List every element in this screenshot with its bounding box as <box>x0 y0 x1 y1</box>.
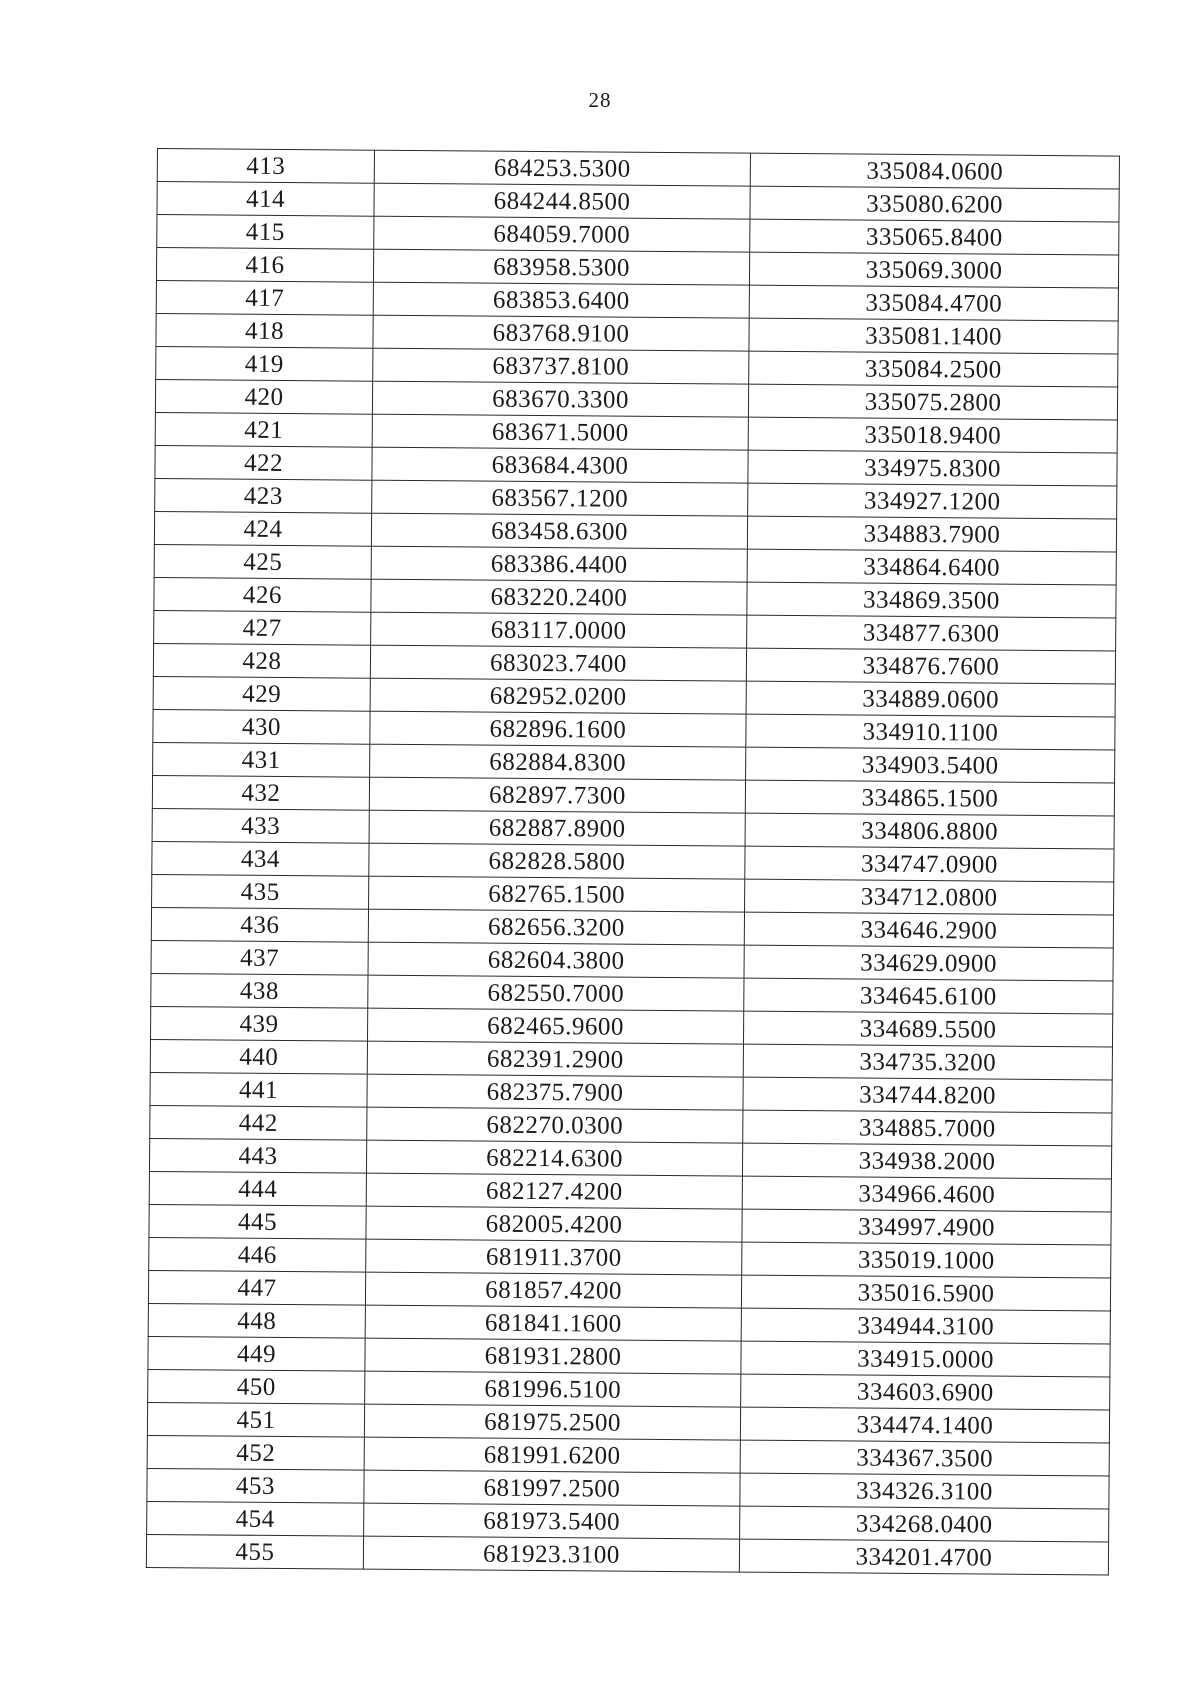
coordinates-table <box>146 148 1120 1576</box>
coordinate-y-cell: 334997.4900 <box>742 1209 1111 1245</box>
coordinate-x-cell: 682465.9600 <box>367 1008 743 1044</box>
coordinate-y-cell: 334975.8300 <box>748 450 1117 486</box>
coordinate-x-cell: 682765.1500 <box>369 876 745 912</box>
point-number-cell: 417 <box>156 280 373 315</box>
point-number-cell: 450 <box>148 1369 365 1404</box>
point-number-cell: 437 <box>151 940 368 975</box>
point-number-cell: 430 <box>153 709 370 744</box>
point-number-cell: 440 <box>150 1039 367 1074</box>
point-number-cell: 432 <box>152 775 369 810</box>
point-number-cell: 453 <box>147 1468 364 1503</box>
coordinate-y-cell: 334629.0900 <box>744 945 1113 981</box>
coordinate-x-cell: 681996.5100 <box>365 1371 741 1407</box>
coordinate-y-cell: 335018.9400 <box>748 417 1117 453</box>
coordinate-y-cell: 335084.0600 <box>750 153 1119 189</box>
coordinate-y-cell: 335084.4700 <box>749 285 1118 321</box>
coordinate-x-cell: 682127.4200 <box>366 1173 742 1209</box>
coordinate-x-cell: 681973.5400 <box>364 1503 740 1539</box>
coordinate-y-cell: 335069.3000 <box>749 252 1118 288</box>
coordinate-x-cell: 681931.2800 <box>365 1338 741 1374</box>
point-number-cell: 435 <box>152 874 369 909</box>
coordinate-y-cell: 334646.2900 <box>744 912 1113 948</box>
coordinate-y-cell: 334938.2000 <box>742 1143 1111 1179</box>
coordinate-y-cell: 334877.6300 <box>747 615 1116 651</box>
table-row <box>146 1534 1108 1575</box>
point-number-cell: 442 <box>150 1105 367 1140</box>
point-number-cell: 439 <box>150 1006 367 1041</box>
coordinate-y-cell: 334367.3500 <box>740 1440 1109 1476</box>
point-number-cell: 416 <box>156 248 373 283</box>
coordinate-x-cell: 682884.8300 <box>370 744 746 780</box>
coordinate-y-cell: 334712.0800 <box>745 879 1114 915</box>
coordinate-x-cell: 681991.6200 <box>364 1437 740 1473</box>
point-number-cell: 424 <box>154 511 371 546</box>
coordinate-x-cell: 683853.6400 <box>373 282 749 318</box>
point-number-cell: 415 <box>157 215 374 250</box>
coordinate-x-cell: 684244.8500 <box>374 183 750 219</box>
coordinate-x-cell: 682896.1600 <box>370 711 746 747</box>
coordinate-y-cell: 334864.6400 <box>747 549 1116 585</box>
point-number-cell: 447 <box>148 1270 365 1305</box>
point-number-cell: 443 <box>149 1138 366 1173</box>
coordinate-x-cell: 681841.1600 <box>365 1305 741 1341</box>
coordinate-x-cell: 682005.4200 <box>366 1206 742 1242</box>
coordinate-x-cell: 683684.4300 <box>372 447 748 483</box>
point-number-cell: 421 <box>155 412 372 447</box>
coordinate-x-cell: 683117.0000 <box>371 612 747 648</box>
point-number-cell: 422 <box>155 445 372 480</box>
coordinate-y-cell: 335081.1400 <box>749 318 1118 354</box>
coordinate-y-cell: 334747.0900 <box>745 846 1114 882</box>
point-number-cell: 436 <box>151 907 368 942</box>
point-number-cell: 445 <box>149 1204 366 1239</box>
point-number-cell: 446 <box>149 1237 366 1272</box>
coordinate-y-cell: 334689.5500 <box>743 1011 1112 1047</box>
point-number-cell: 425 <box>154 544 371 579</box>
coordinate-x-cell: 682897.7300 <box>369 777 745 813</box>
coordinate-y-cell: 335080.6200 <box>750 186 1119 222</box>
point-number-cell: 427 <box>154 610 371 645</box>
coordinate-x-cell: 681923.3100 <box>363 1536 739 1572</box>
coordinate-x-cell: 683670.3300 <box>372 381 748 417</box>
point-number-cell: 423 <box>155 478 372 513</box>
coordinate-y-cell: 334876.7600 <box>746 648 1115 684</box>
coordinate-y-cell: 334865.1500 <box>745 780 1114 816</box>
coordinate-y-cell: 334806.8800 <box>745 813 1114 849</box>
coordinate-x-cell: 683958.5300 <box>373 249 749 285</box>
coordinate-x-cell: 682391.2900 <box>367 1041 743 1077</box>
coordinate-x-cell: 681911.3700 <box>366 1239 742 1275</box>
coordinate-y-cell: 334603.6900 <box>741 1374 1110 1410</box>
point-number-cell: 428 <box>153 643 370 678</box>
coordinate-y-cell: 334645.6100 <box>744 978 1113 1014</box>
coordinate-x-cell: 683023.7400 <box>370 645 746 681</box>
coordinate-x-cell: 682828.5800 <box>369 843 745 879</box>
coordinate-y-cell: 334944.3100 <box>741 1308 1110 1344</box>
coordinate-x-cell: 683220.2400 <box>371 579 747 615</box>
coordinate-x-cell: 684253.5300 <box>374 150 750 186</box>
coordinates-table-body <box>146 149 1119 1576</box>
point-number-cell: 455 <box>146 1534 363 1569</box>
coordinate-x-cell: 682214.6300 <box>366 1140 742 1176</box>
point-number-cell: 420 <box>155 379 372 414</box>
point-number-cell: 419 <box>156 346 373 381</box>
point-number-cell: 426 <box>154 577 371 612</box>
coordinate-y-cell: 335019.1000 <box>742 1242 1111 1278</box>
point-number-cell: 454 <box>147 1501 364 1536</box>
point-number-cell: 431 <box>153 742 370 777</box>
coordinate-y-cell: 334903.5400 <box>746 747 1115 783</box>
point-number-cell: 418 <box>156 313 373 348</box>
coordinate-x-cell: 682270.0300 <box>367 1107 743 1143</box>
point-number-cell: 414 <box>157 182 374 217</box>
coordinate-x-cell: 683386.4400 <box>371 546 747 582</box>
coordinate-x-cell: 683458.6300 <box>371 513 747 549</box>
point-number-cell: 434 <box>152 841 369 876</box>
coordinate-y-cell: 334474.1400 <box>740 1407 1109 1443</box>
coordinate-x-cell: 682604.3800 <box>368 942 744 978</box>
coordinate-y-cell: 335065.8400 <box>750 219 1119 255</box>
point-number-cell: 448 <box>148 1303 365 1338</box>
coordinate-y-cell: 335084.2500 <box>749 351 1118 387</box>
point-number-cell: 449 <box>148 1336 365 1371</box>
point-number-cell: 452 <box>147 1435 364 1470</box>
coordinate-y-cell: 334885.7000 <box>743 1110 1112 1146</box>
coordinate-x-cell: 683567.1200 <box>372 480 748 516</box>
coordinate-x-cell: 682656.3200 <box>368 909 744 945</box>
coordinate-y-cell: 334744.8200 <box>743 1077 1112 1113</box>
coordinate-y-cell: 334927.1200 <box>748 483 1117 519</box>
coordinate-y-cell: 335016.5900 <box>741 1275 1110 1311</box>
coordinate-x-cell: 682550.7000 <box>368 975 744 1011</box>
coordinate-y-cell: 334735.3200 <box>743 1044 1112 1080</box>
coordinate-y-cell: 334869.3500 <box>747 582 1116 618</box>
coordinate-x-cell: 682952.0200 <box>370 678 746 714</box>
coordinate-x-cell: 681975.2500 <box>364 1404 740 1440</box>
point-number-cell: 433 <box>152 808 369 843</box>
point-number-cell: 444 <box>149 1171 366 1206</box>
point-number-cell: 429 <box>153 676 370 711</box>
coordinate-x-cell: 683737.8100 <box>373 348 749 384</box>
coordinate-y-cell: 334915.0000 <box>741 1341 1110 1377</box>
coordinate-x-cell: 684059.7000 <box>374 216 750 252</box>
point-number-cell: 413 <box>157 149 374 184</box>
coordinate-y-cell: 334883.7900 <box>747 516 1116 552</box>
point-number-cell: 438 <box>151 973 368 1008</box>
coordinate-x-cell: 681857.4200 <box>365 1272 741 1308</box>
coordinate-x-cell: 683671.5000 <box>372 414 748 450</box>
coordinate-y-cell: 334326.3100 <box>740 1473 1109 1509</box>
coordinate-y-cell: 334889.0600 <box>746 681 1115 717</box>
coordinate-y-cell: 334966.4600 <box>742 1176 1111 1212</box>
coordinate-x-cell: 682375.7900 <box>367 1074 743 1110</box>
coordinate-x-cell: 681997.2500 <box>364 1470 740 1506</box>
point-number-cell: 451 <box>147 1402 364 1437</box>
coordinate-y-cell: 334910.1100 <box>746 714 1115 750</box>
point-number-cell: 441 <box>150 1072 367 1107</box>
coordinate-x-cell: 683768.9100 <box>373 315 749 351</box>
coordinate-x-cell: 682887.8900 <box>369 810 745 846</box>
coordinate-y-cell: 335075.2800 <box>748 384 1117 420</box>
coordinate-y-cell: 334201.4700 <box>739 1539 1108 1575</box>
coordinate-y-cell: 334268.0400 <box>740 1506 1109 1542</box>
page-number: 28 <box>588 88 612 112</box>
